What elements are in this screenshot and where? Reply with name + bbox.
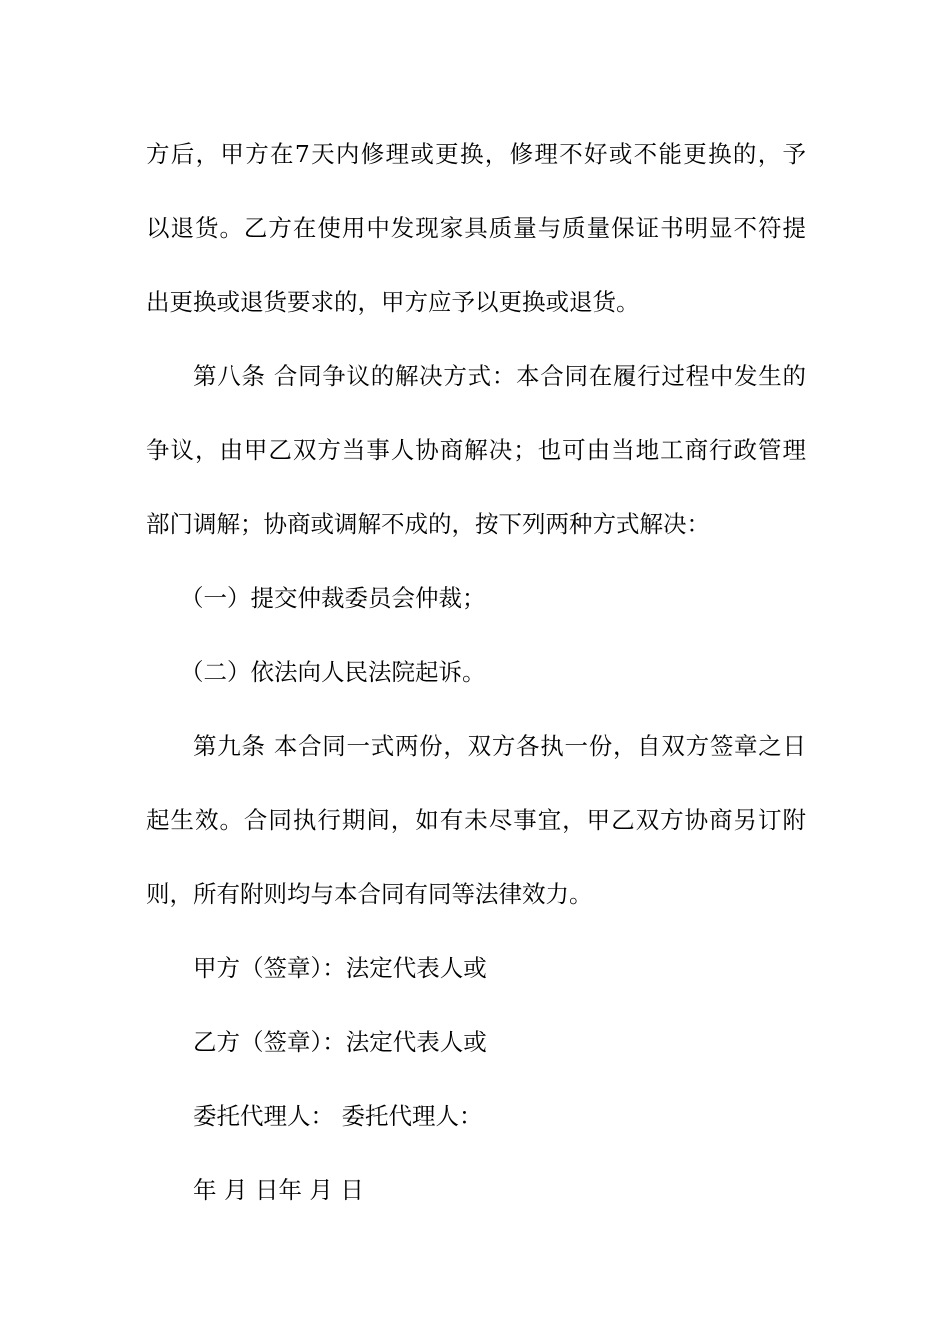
paragraph-line: 方后，甲方在7天内修理或更换，修理不好或不能更换的，予	[146, 140, 806, 168]
party-b-signature-line: 乙方（签章）：法定代表人或	[193, 1028, 487, 1056]
article-nine-heading-line: 第九条 本合同一式两份，双方各执一份，自双方签章之日	[193, 732, 806, 760]
party-a-signature-line: 甲方（签章）：法定代表人或	[193, 954, 487, 982]
paragraph-line: 部门调解；协商或调解不成的，按下列两种方式解决：	[146, 510, 710, 538]
date-line: 年 月 日年 月 日	[193, 1176, 364, 1204]
list-item-court: （二）依法向人民法院起诉。	[180, 658, 486, 686]
paragraph-line: 则，所有附则均与本合同有同等法律效力。	[146, 880, 593, 908]
paragraph-line: 起生效。合同执行期间，如有未尽事宜，甲乙双方协商另订附	[146, 806, 806, 834]
paragraph-line: 争议，由甲乙双方当事人协商解决；也可由当地工商行政管理	[146, 436, 806, 464]
paragraph-line: 出更换或退货要求的，甲方应予以更换或退货。	[146, 288, 640, 316]
list-item-arbitration: （一）提交仲裁委员会仲裁；	[180, 584, 486, 612]
agent-signature-line: 委托代理人： 委托代理人：	[193, 1102, 483, 1130]
paragraph-line: 以退货。乙方在使用中发现家具质量与质量保证书明显不符提	[146, 214, 806, 242]
article-eight-heading-line: 第八条 合同争议的解决方式：本合同在履行过程中发生的	[193, 362, 806, 390]
